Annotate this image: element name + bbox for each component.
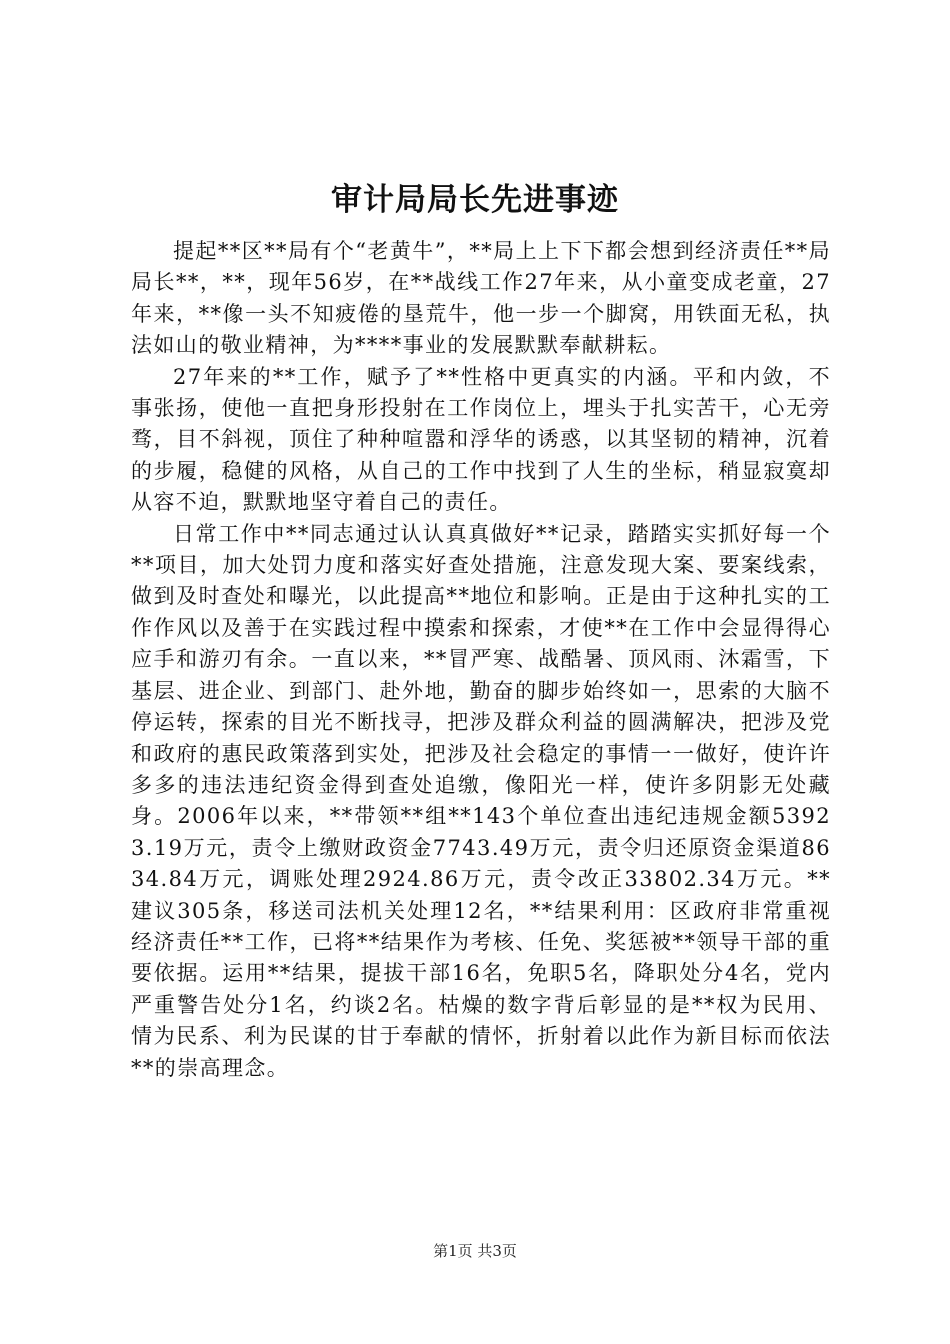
paragraph-2: 27年来的**工作，赋予了**性格中更真实的内涵。平和内敛，不事张扬，使他一直把身形投射在工作岗位上，埋头于扎实苦干，心无旁骛，目不斜视，顶住了种种喧嚣和浮华的诱惑，以其坚韧的精神，沉着的步履，稳健的风格，从自己的工作中找到了人生的坐标，稍显寂寞却从容不迫，默默地坚守着自己的责任。 [131, 364, 831, 515]
paragraph-3: 日常工作中**同志通过认认真真做好**记录，踏踏实实抓好每一个**项目，加大处罚力度和落实好查处措施，注意发现大案、要案线索，做到及时查处和曝光，以此提高**地位和影响。正是由于这种扎实的工作作风以及善于在实践过程中摸索和探索，才使**在工作中会显得得心应手和游刃有余。一直以来，**冒严寒、战酷暑、顶风雨、沐霜雪，下基层、进企业、到部门、赴外地，勤奋的脚步始终如一，思索的大脑不停运转，探索的目光不断找寻，把涉及群众利益的圆满解决，把涉及党和政府的惠民政策落到实处，把涉及社会稳定的事情一一做好，使许许多多的违法违纪资金得到查处追缴，像阳光一样，使许多阴影无处藏身。2006年以来，**带领**组**143个单位查出违纪违规金额53923.19万元，责令上缴财政资金7743.49万元，责令归还原资金渠道8634.84万元，调账处理2924.86万元，责令改正33802.34万元。**建议305条，移送司法机关处理12名，**结果利用：区政府非常重视经济责任**工作，已将**结果作为考核、任免、奖惩被**领导干部的重要依据。运用**结果，提拔干部16名，免职5名，降职处分4名，党内严重警告处分1名，约谈2名。枯燥的数字背后彰显的是**权为民用、情为民系、利为民谋的甘于奉献的情怀，折射着以此作为新目标而依法**的崇高理念。 [131, 521, 831, 1080]
paragraph-1: 提起**区**局有个“老黄牛”，**局上上下下都会想到经济责任**局局长**，**，现年56岁，在**战线工作27年来，从小童变成老童，27年来，**像一头不知疲倦的垦荒牛，他一步一个脚窝，用铁面无私，执法如山的敬业精神，为****事业的发展默默奉献耕耘。 [131, 239, 831, 358]
document-body [131, 236, 831, 1084]
page-footer: 第1页 共3页 [433, 1242, 517, 1260]
document-title: 审计局局长先进事迹 [331, 182, 619, 218]
